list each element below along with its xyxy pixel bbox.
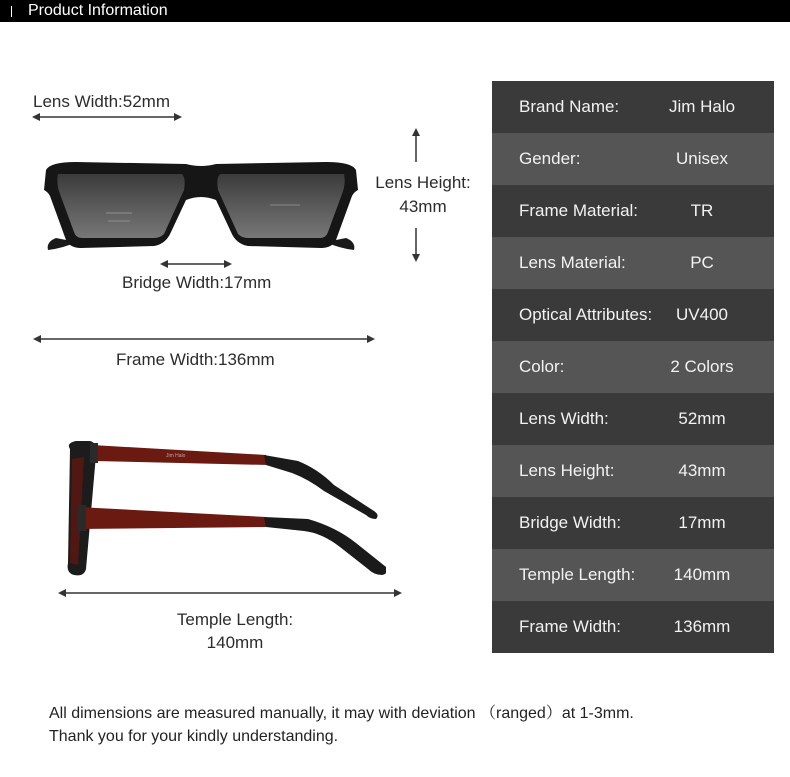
- spec-label: Color:: [519, 357, 565, 376]
- svg-text:Jim Halo: Jim Halo: [166, 453, 186, 459]
- specifications-table: [492, 81, 774, 653]
- spec-value: Unisex: [676, 149, 728, 168]
- spec-value: PC: [690, 253, 714, 272]
- spec-row-frame-width: [492, 601, 774, 653]
- spec-value: Jim Halo: [668, 97, 736, 116]
- glasses-front-view: [36, 150, 366, 260]
- section-header: [0, 0, 790, 22]
- spec-label: Temple Length:: [519, 565, 636, 584]
- spec-label: Gender:: [519, 149, 581, 168]
- spec-value: 43mm: [678, 461, 726, 480]
- spec-value: 136mm: [673, 617, 731, 636]
- spec-row-lens-height: [492, 445, 774, 497]
- spec-label: Brand Name:: [519, 97, 620, 116]
- spec-row-lens-width: [492, 393, 774, 445]
- lens-height-arrow-up: [409, 128, 423, 164]
- spec-label: Lens Width:: [519, 409, 609, 428]
- spec-value: 2 Colors: [670, 357, 734, 376]
- spec-row-frame-material: [492, 185, 774, 237]
- lens-height-arrow-down: [409, 226, 423, 262]
- spec-label: Lens Height:: [519, 461, 615, 480]
- spec-row-gender: [492, 133, 774, 185]
- spec-row-bridge-width: [492, 497, 774, 549]
- lens-height-label-line2: 43mm: [399, 197, 447, 216]
- lens-width-label: Lens Width:52mm: [33, 92, 170, 111]
- spec-label: Frame Width:: [519, 617, 622, 636]
- spec-value: TR: [690, 201, 714, 220]
- header-tick: [11, 6, 12, 17]
- spec-label: Frame Material:: [519, 201, 639, 220]
- section-title: Product Information: [28, 2, 168, 19]
- frame-width-label: Frame Width:136mm: [116, 350, 275, 369]
- spec-label: Lens Material:: [519, 253, 626, 272]
- temple-length-label-line1: Temple Length:: [176, 610, 294, 629]
- deviation-note: All dimensions are measured manually, it may with deviation （ranged）at 1-3mm.: [49, 705, 634, 722]
- spec-row-brand-name: [492, 81, 774, 133]
- spec-row-temple-length: [492, 549, 774, 601]
- spec-value: UV400: [676, 305, 728, 324]
- bridge-width-arrow: [160, 258, 232, 270]
- spec-value: 52mm: [678, 409, 726, 428]
- spec-value: 17mm: [678, 513, 726, 532]
- temple-length-arrow: [58, 587, 402, 599]
- spec-row-lens-material: [492, 237, 774, 289]
- spec-row-color: [492, 341, 774, 393]
- frame-width-arrow: [33, 333, 375, 345]
- spec-row-optical-attributes: [492, 289, 774, 341]
- spec-label: Bridge Width:: [519, 513, 622, 532]
- spec-value: 140mm: [673, 565, 731, 584]
- lens-height-label-line1: Lens Height:: [375, 173, 471, 192]
- bridge-width-label: Bridge Width:17mm: [122, 273, 272, 292]
- glasses-side-view: [56, 435, 386, 585]
- temple-length-label-line2: 140mm: [206, 633, 264, 652]
- lens-width-arrow: [32, 111, 182, 123]
- thank-you-note: Thank you for your kindly understanding.: [49, 728, 339, 745]
- spec-label: Optical Attributes:: [519, 305, 653, 324]
